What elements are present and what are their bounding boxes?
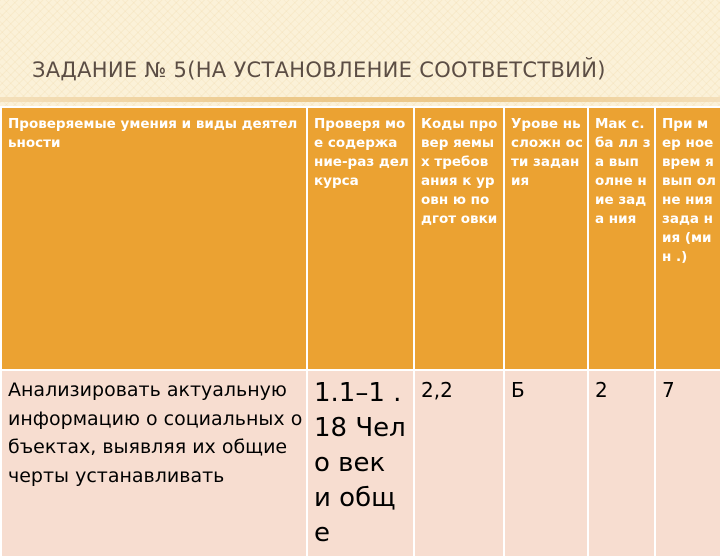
- cell-requirement-codes: 2,2: [414, 370, 504, 557]
- title-underline: [0, 97, 720, 102]
- header-skills: Проверяемые умения и виды деятельности: [1, 107, 307, 370]
- cell-content-section: 1.1–1 .18 Чело век и обще: [307, 370, 414, 557]
- header-max-score: Мак с.ба лл за вып олне ние зада ния: [588, 107, 655, 370]
- assessment-table: [0, 106, 720, 558]
- cell-approx-time: 7: [655, 370, 720, 557]
- cell-max-score: 2: [588, 370, 655, 557]
- table-row: [1, 370, 720, 557]
- slide-title: ЗАДАНИЕ № 5(НА УСТАНОВЛЕНИЕ СООТВЕТСТВИЙ): [32, 58, 606, 82]
- table-header-row: [1, 107, 720, 370]
- cell-skills: Анализировать актуальную информацию о социальных объектах, выявляя их общие черты устанавливать: [1, 370, 307, 557]
- header-difficulty-level: Урове нь сложн ости задан ия: [504, 107, 588, 370]
- header-content-section: Проверя мое содержа ние-раз дел курса: [307, 107, 414, 370]
- header-requirement-codes: Коды провер яемых требов ания к уровн ю подгот овки: [414, 107, 504, 370]
- header-approx-time: При мер ное врем я вып олне ния зада ния (мин .): [655, 107, 720, 370]
- cell-difficulty-level: Б: [504, 370, 588, 557]
